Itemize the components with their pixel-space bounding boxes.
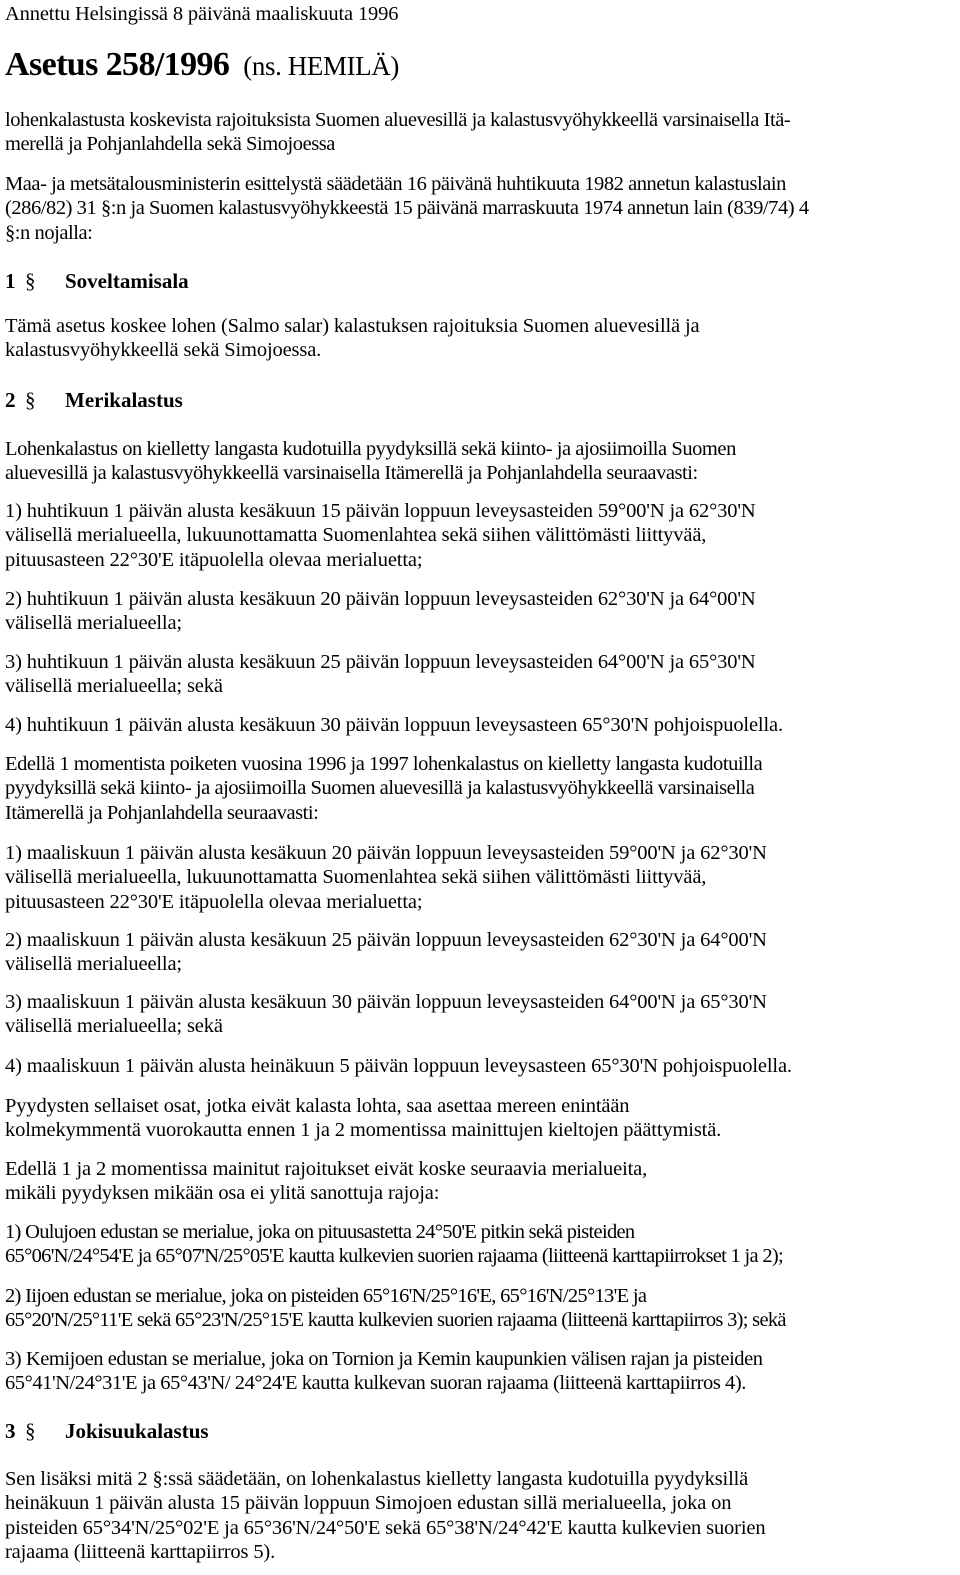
section-number: 3 [5,1419,16,1443]
section-title: Merikalastus [65,388,183,412]
section-2-list-item: 1) huhtikuun 1 päivän alusta kesäkuun 15 päivän loppuun leveysasteiden 59°00'N ja 62°30'N välisellä merialueella, lukuunottamatta Suomenlahtea sekä siihen välittömästi liittyvää, pituusasteen 22°30'E itäpuolella olevaa merialuetta; [5,500,756,571]
section-2-list-item: 2) huhtikuun 1 päivän alusta kesäkuun 20 päivän loppuun leveysasteiden 62°30'N ja 64°00'N välisellä merialueella; [5,588,756,635]
section-title: Jokisuukalastus [65,1419,209,1443]
section-2-list-item: 3) huhtikuun 1 päivän alusta kesäkuun 25 päivän loppuun leveysasteiden 64°00'N ja 65°30'N välisellä merialueella; sekä [5,651,756,698]
section-2-heading [5,387,183,413]
decree-subject: lohenkalastusta koskevista rajoituksista Suomen aluevesillä ja kalastusvyöhykkeellä varsinaisella Itä- merellä ja Pohjanlahdella sekä Simojoessa [5,109,791,156]
section-title: Soveltamisala [65,269,189,293]
section-2-list-item: 1) maaliskuun 1 päivän alusta kesäkuun 20 päivän loppuun leveysasteiden 59°00'N ja 62°30'N välisellä merialueella, lukuunottamatta Suomenlahtea sekä siihen välittömästi liittyvää, pituusasteen 22°30'E itäpuolella olevaa merialuetta; [5,842,767,913]
enacting-clause: Maa- ja metsätalousministerin esittelystä säädetään 16 päivänä huhtikuuta 1982 annetun kalastuslain (286/82) 31 §:n ja Suomen kalastusvyöhykkeestä 15 päivänä marraskuuta 1974 annetun lain (839/74) 4 §:n nojalla: [5,173,809,244]
section-2-paragraph: Pyydysten sellaiset osat, jotka eivät kalasta lohta, saa asettaa mereen enintään kolmekymmentä vuorokautta ennen 1 ja 2 momentissa mainittujen kieltojen päättymistä. [5,1095,722,1142]
decree-number: Asetus 258/1996 [5,46,230,83]
section-number: 1 [5,269,16,293]
section-2-paragraph: Edellä 1 momentista poiketen vuosina 1996 ja 1997 lohenkalastus on kielletty langasta kudotuilla pyydyksillä sekä kiinto- ja ajosiimoilla Suomen aluevesillä ja kalastusvyöhykkeellä varsinaisella Itämerellä ja Pohjanlahdella seuraavasti: [5,753,763,824]
section-number: 2 [5,388,16,412]
section-2-list-item: 2) Iijoen edustan se merialue, joka on pisteiden 65°16'N/25°16'E, 65°16'N/25°13'E ja 65°20'N/25°11'E sekä 65°23'N/25°15'E kautta kulkevien suorien rajaama (liitteenä karttapiirros 3); sekä [5,1285,786,1332]
section-symbol: § [25,1419,36,1443]
decree-title [5,44,399,86]
section-2-paragraph: Edellä 1 ja 2 momentissa mainitut rajoitukset eivät koske seuraavia merialueita, mikäli pyydyksen mikään osa ei ylitä sanottuja rajoja: [5,1158,648,1205]
section-2-list-item: 3) maaliskuun 1 päivän alusta kesäkuun 30 päivän loppuun leveysasteiden 64°00'N ja 65°30'N välisellä merialueella; sekä [5,991,767,1038]
section-symbol: § [25,388,36,412]
section-symbol: § [25,269,36,293]
section-2-paragraph: Lohenkalastus on kielletty langasta kudotuilla pyydyksillä sekä kiinto- ja ajosiimoilla Suomen aluevesillä ja kalastusvyöhykkeellä varsinaisella Itämerellä ja Pohjanlahdella seuraavasti: [5,438,736,485]
issue-date-line: Annettu Helsingissä 8 päivänä maaliskuuta 1996 [5,3,399,25]
section-2-list-item: 2) maaliskuun 1 päivän alusta kesäkuun 25 päivän loppuun leveysasteiden 62°30'N ja 64°00'N välisellä merialueella; [5,929,767,976]
section-2-list-item: 3) Kemijoen edustan se merialue, joka on Tornion ja Kemin kaupunkien välisen rajan ja pisteiden 65°41'N/24°31'E ja 65°43'N/ 24°24'E kautta kulkevan suoran rajaama (liitteenä karttapiirros 4). [5,1348,763,1395]
section-3-paragraph: Sen lisäksi mitä 2 §:ssä säädetään, on lohenkalastus kielletty langasta kudotuilla pyydyksillä heinäkuun 1 päivän alusta 15 päivän loppuun Simojoen edustan sillä merialueella, joka on pisteiden 65°34'N/25°02'E ja 65°36'N/24°50'E sekä 65°38'N/24°42'E kautta kulkevien suorien rajaama (liitteenä karttapiirros 5). [5,1468,766,1563]
decree-nickname: (ns. HEMILÄ) [243,51,399,81]
section-2-list-item: 4) maaliskuun 1 päivän alusta heinäkuun 5 päivän loppuun leveysasteen 65°30'N pohjoispuolella. [5,1055,792,1077]
section-1-paragraph: Tämä asetus koskee lohen (Salmo salar) kalastuksen rajoituksia Suomen aluevesillä ja kalastusvyöhykkeellä sekä Simojoessa. [5,315,700,362]
section-2-list-item: 4) huhtikuun 1 päivän alusta kesäkuun 30 päivän loppuun leveysasteen 65°30'N pohjoispuolella. [5,714,783,736]
section-2-list-item: 1) Oulujoen edustan se merialue, joka on pituusastetta 24°50'E pitkin sekä pisteiden 65°06'N/24°54'E ja 65°07'N/25°05'E kautta kulkevien suorien rajaama (liitteenä karttapiirrokset 1 ja 2); [5,1221,784,1268]
section-1-heading [5,268,189,294]
section-3-heading [5,1418,209,1444]
